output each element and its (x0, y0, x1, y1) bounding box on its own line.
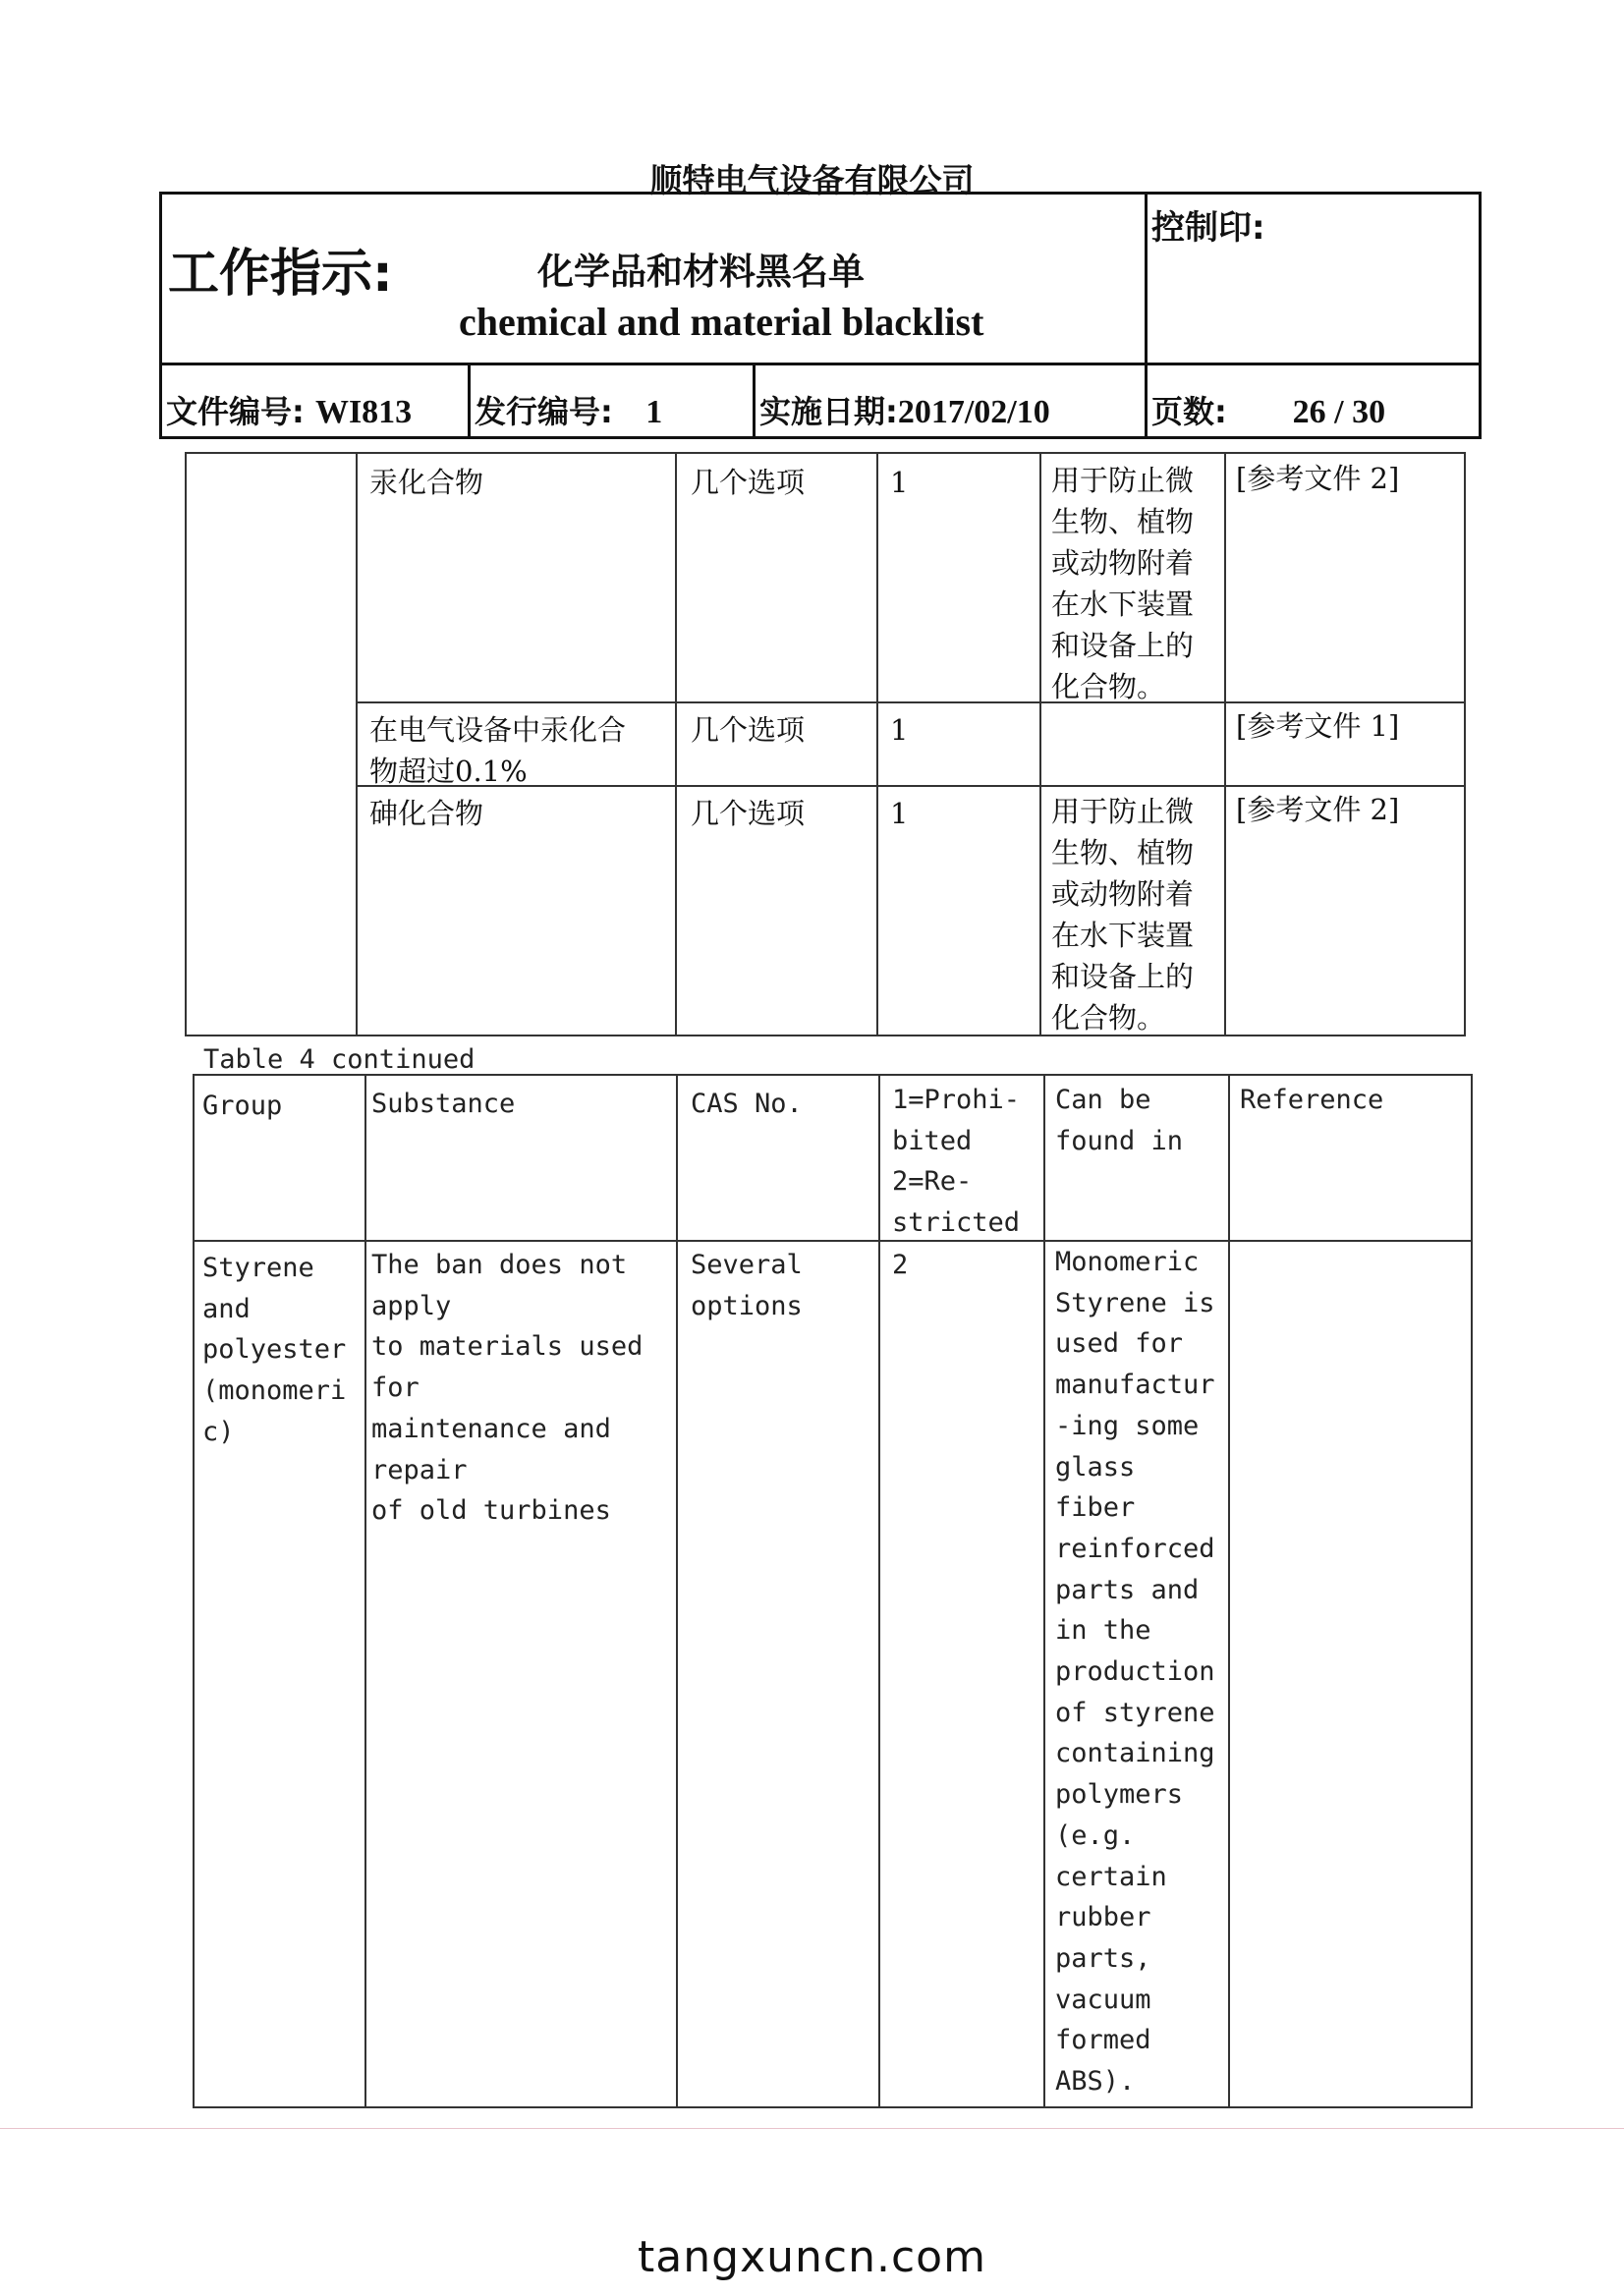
column-header-reference: Reference (1240, 1085, 1384, 1115)
table-cell-found-in: 用于防止微 生物、植物 或动物附着 在水下装置 和设备上的 化合物。 (1051, 795, 1195, 1035)
table-caption: Table 4 continued (203, 1044, 476, 1075)
table-cell-class: 2 (892, 1250, 909, 1280)
title-chinese: 化学品和材料黑名单 (537, 251, 865, 293)
page-count-label: 页数: (1151, 393, 1227, 430)
table-cell-reference: [参考文件 1] (1236, 709, 1400, 743)
effective-date-cell (756, 365, 1148, 436)
table-cell-group: Styrene and polyester (monomeri c) (202, 1253, 347, 1447)
control-stamp-block (1148, 195, 1479, 365)
table-cell-found-in: 用于防止微 生物、植物 或动物附着 在水下装置 和设备上的 化合物。 (1051, 464, 1195, 703)
issue-number-cell (471, 365, 756, 436)
table-cell-substance: 汞化合物 (369, 466, 484, 499)
title-english: chemical and material blacklist (459, 300, 984, 344)
work-instruction-label: 工作指示: (168, 245, 393, 304)
document-header (159, 192, 1482, 439)
column-header-cas: CAS No. (691, 1089, 803, 1119)
footer-watermark: tangxuncn.com (638, 2232, 986, 2282)
table-cell-class: 1 (890, 797, 909, 830)
column-header-group: Group (202, 1091, 283, 1121)
doc-number-cell (162, 365, 471, 436)
table-cell-class: 1 (890, 466, 909, 499)
effective-date: 2017/02/10 (897, 394, 1050, 430)
info-row (162, 365, 1479, 436)
table-cell-cas: 几个选项 (691, 713, 806, 747)
upper-table (185, 452, 1466, 1036)
issue-number-label: 发行编号: (475, 393, 613, 430)
table-cell-class: 1 (890, 713, 909, 747)
table-cell-cas: 几个选项 (691, 466, 806, 499)
table-cell-reference: [参考文件 2] (1236, 462, 1400, 495)
column-header-class: 1=Prohi- bited 2=Re- stricted (892, 1085, 1021, 1239)
table-cell-cas: 几个选项 (691, 797, 806, 830)
effective-date-label: 实施日期: (759, 393, 898, 430)
column-header-found-in: Can be found in (1055, 1085, 1184, 1156)
table-cell-reference: [参考文件 2] (1236, 793, 1400, 826)
doc-number-label: 文件编号: (166, 393, 305, 430)
issue-number: 1 (645, 394, 663, 430)
lower-table (193, 1074, 1473, 2108)
title-block (162, 195, 1148, 365)
company-name: 顺特电气设备有限公司 (649, 161, 975, 199)
table-cell-substance: 砷化合物 (369, 797, 484, 830)
table-cell-substance: The ban does not apply to materials used for maintenance and repair of old turbines (371, 1250, 644, 1527)
table-cell-cas: Several options (691, 1250, 803, 1321)
table-cell-found-in: Monomeric Styrene is used for manufactur -ing some glass fiber reinforced parts and in the production of styrene containing polymers (e.g. certain rubber parts, vacuum formed ABS). (1055, 1247, 1215, 2098)
page-count: 26 / 30 (1292, 394, 1386, 430)
doc-number: WI813 (314, 394, 413, 430)
control-stamp-label: 控制印: (1151, 208, 1265, 248)
page-count-cell (1148, 365, 1479, 436)
table-cell-substance: 在电气设备中汞化合 物超过0.1% (369, 713, 627, 788)
column-header-substance: Substance (371, 1089, 516, 1119)
footer-divider (0, 2128, 1624, 2129)
